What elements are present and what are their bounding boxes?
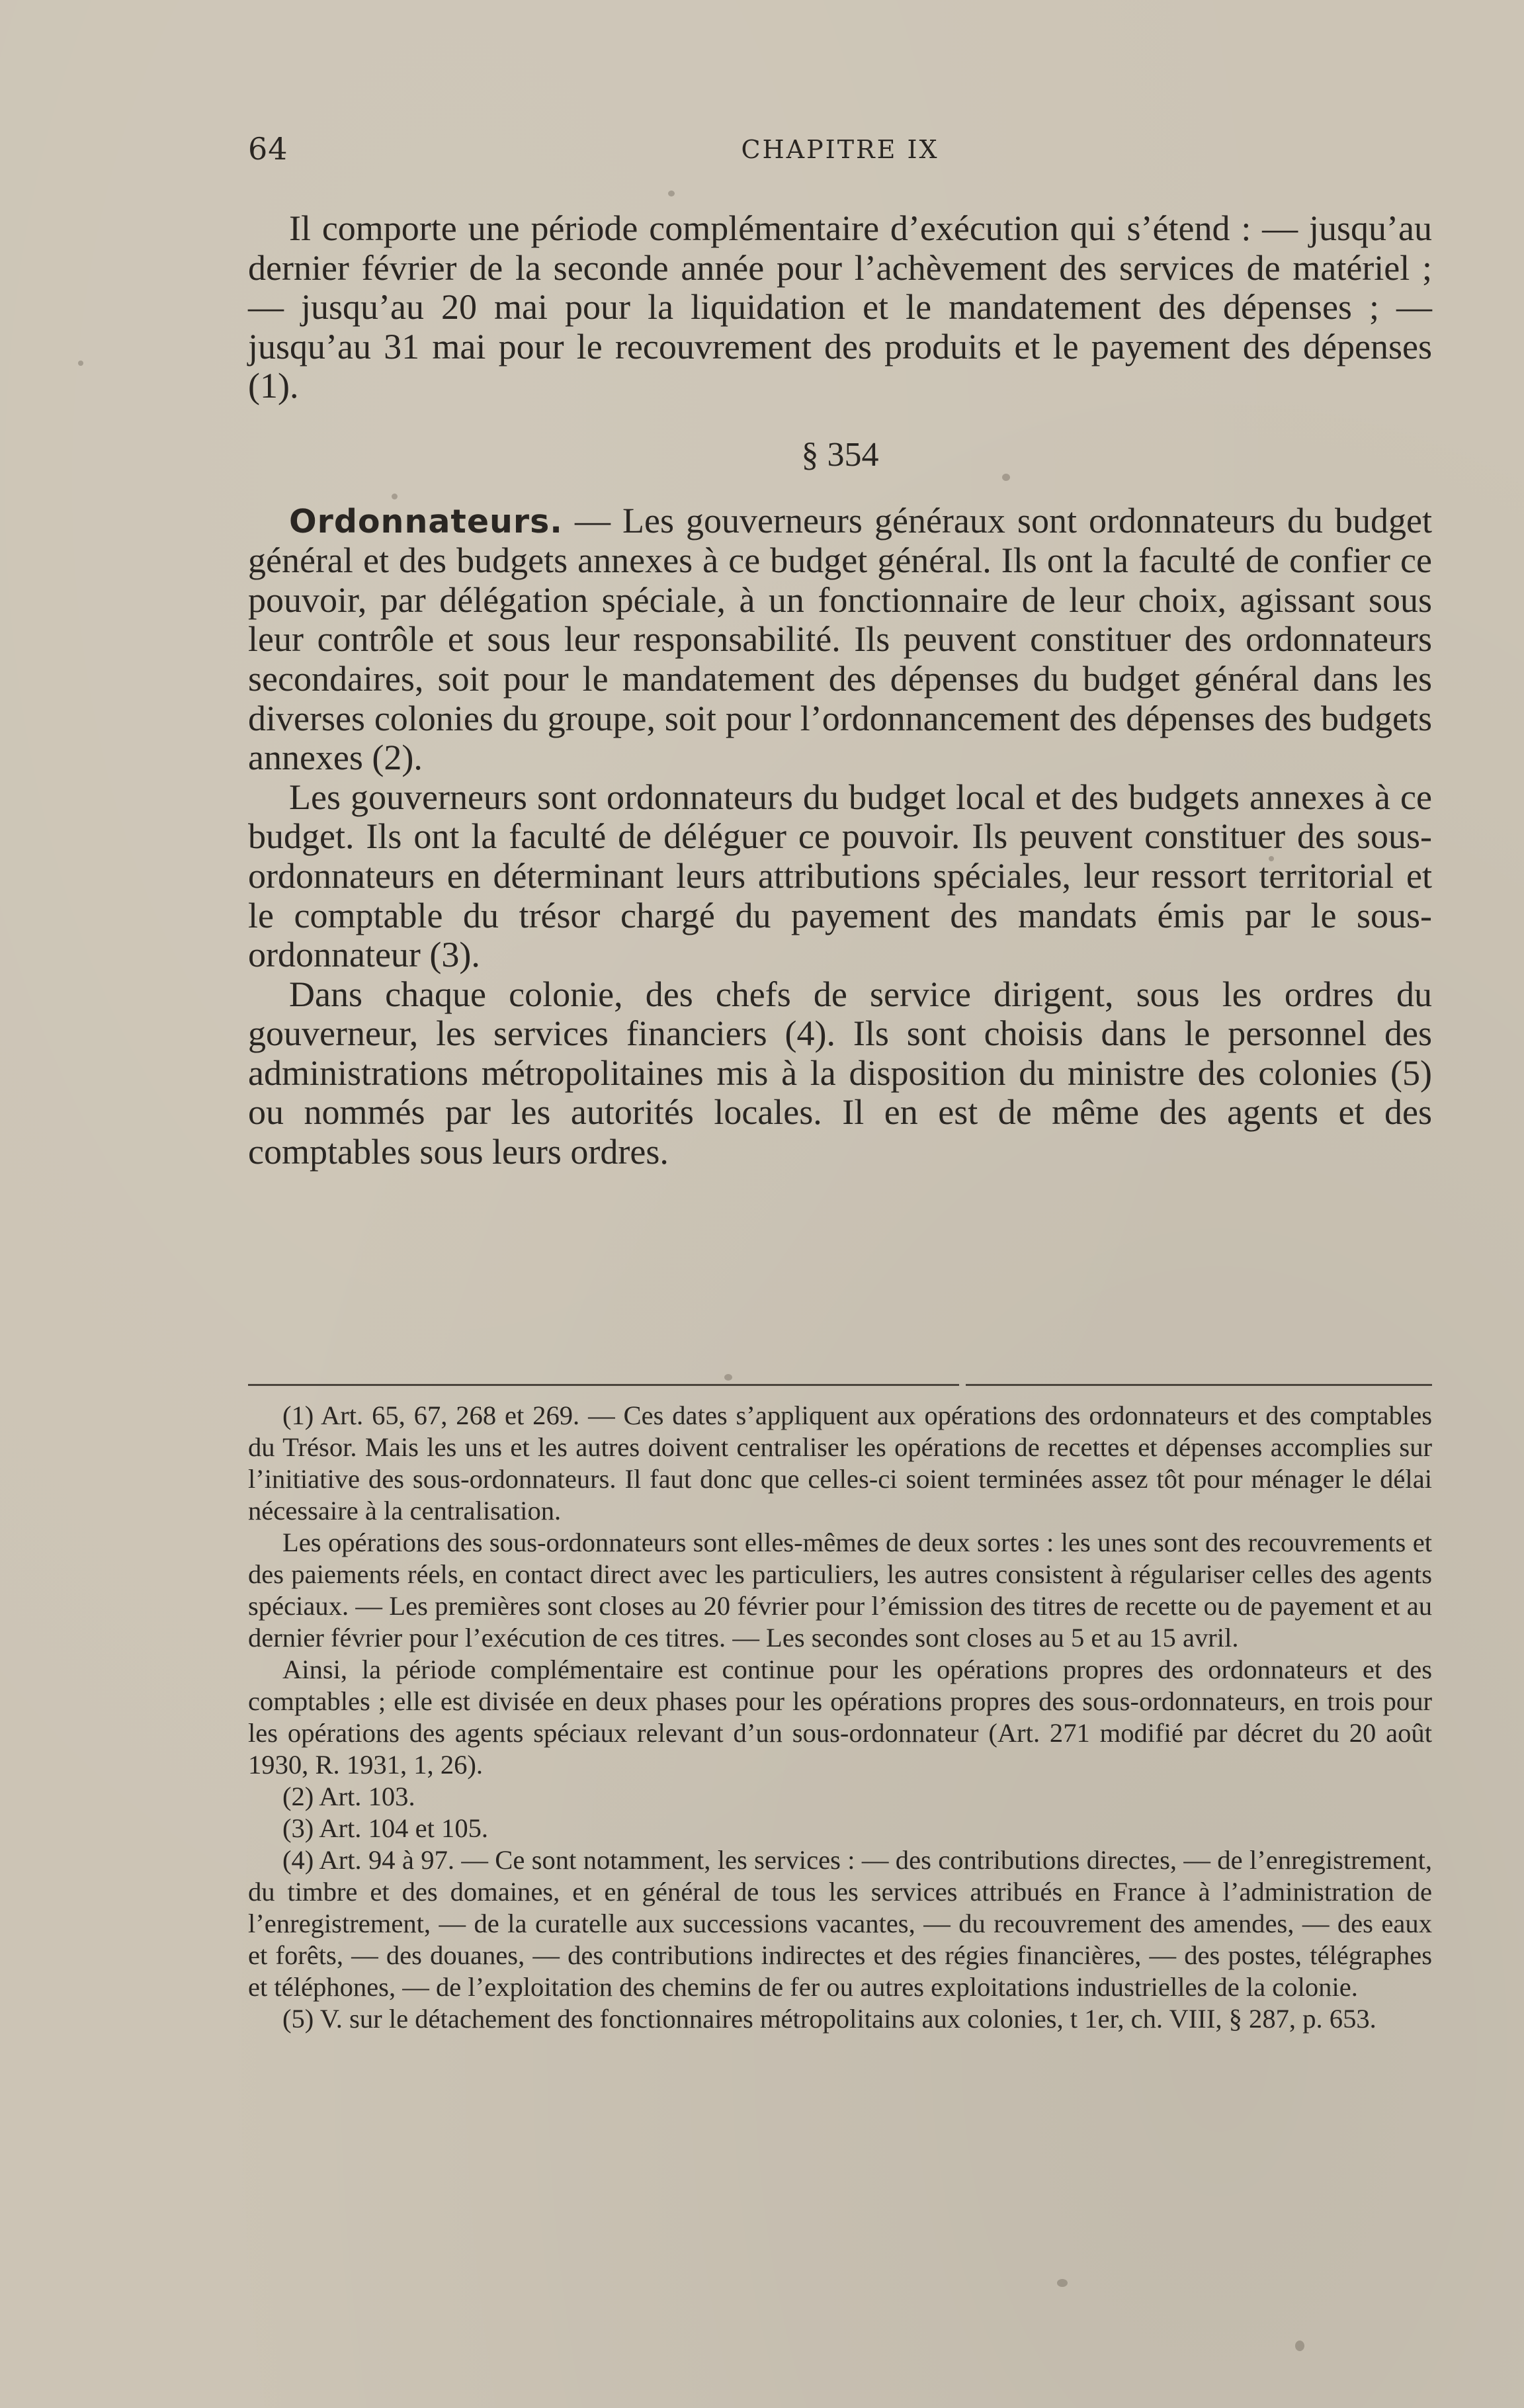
main-text (248, 209, 1432, 1172)
paragraph-4: Dans chaque colonie, des chefs de service dirigent, sous les ordres du gouverneur, les services financiers (4). Ils sont choisis dans le personnel des administrations métropolitaines mis à la disposition du ministre des colonies (5) ou nommés par les autorités locales. Il en est de même des agents et des comptables sous leurs ordres. (248, 974, 1432, 1172)
paper-speck (78, 361, 83, 366)
footnote-divider-right (966, 1384, 1432, 1386)
footnote-1-continued: Les opérations des sous-ordonnateurs sont elles-mêmes de deux sortes : les unes sont des recouvrements et des paiements réels, en contact direct avec les particuliers, les autres consistent à régulariser celles des agents spéciaux. — Les premières sont closes au 20 février pour l’émission des titres de recette ou de payement et au dernier février pour l’exécution de ces titres. — Les secondes sont closes au 5 et au 15 avril. (248, 1527, 1432, 1653)
footnote-divider (248, 1384, 959, 1386)
paper-speck (1295, 2341, 1304, 2351)
footnote-2: (2) Art. 103. (282, 1782, 415, 1811)
paragraph-3: Les gouverneurs sont ordonnateurs du budget local et des budgets annexes à ce budget. Ils ont la faculté de déléguer ce pouvoir. Ils peuvent constituer des sous-ordonnateurs en déterminant leurs attributions spéciales, leur ressort territorial et le comptable du trésor chargé du payement des mandats émis par le sous-ordonnateur (3). (248, 777, 1432, 975)
footnote-3: (3) Art. 104 et 105. (282, 1813, 489, 1843)
section-heading: § 354 (801, 435, 879, 474)
paragraph-1: Il comporte une période complémentaire d’exécution qui s’étend : — jusqu’au dernier février de la seconde année pour l’achèvement des services de matériel ; — jusqu’au 20 mai pour la liquidation et le mandatement des dépenses ; — jusqu’au 31 mai pour le recouvrement des produits et le payement des dépenses (1). (248, 208, 1432, 406)
page-number: 64 (248, 131, 288, 167)
paper-speck (392, 494, 398, 499)
footnote-4: (4) Art. 94 à 97. — Ce sont notamment, les services : — des contributions directes, — de l’enregistrement, du timbre et des domaines, et en général de tous les services attribués en France à l’administration de l’enregistrement, — de la curatelle aux successions vacantes, — du recouvrement des amendes, — des eaux et forêts, — des douanes, — des contributions indirectes et des régies financières, — des postes, télégraphes et téléphones, — de l’exploitation des chemins de fer ou autres exploitations industrielles de la colonie. (248, 1845, 1432, 2002)
paragraph-lead-title: Ordonnateurs. (289, 502, 563, 540)
paper-speck (1002, 474, 1010, 481)
paragraph-2 (248, 501, 1432, 778)
paper-speck (1269, 856, 1274, 861)
paragraph-2-text: — Les gouverneurs généraux sont ordonnateurs du budget général et des budgets annexes à ce budget général. Ils ont la faculté de confier ce pouvoir, par délégation spéciale, à un fonctionnaire de leur choix, agissant sous leur contrôle et sous leur responsabilité. Ils peuvent constituer des ordonnateurs secondaires, soit pour le mandatement des dépenses du budget général dans les diverses colonies du groupe, soit pour l’ordonnancement des dépenses des budgets annexes (2). (248, 500, 1432, 778)
footnote-1-continued-2: Ainsi, la période complémentaire est continue pour les opérations propres des ordonnateurs et des comptables ; elle est divisée en deux phases pour les opérations propres des sous-ordonnateurs, en trois pour les opérations des agents spéciaux relevant d’un sous-ordonnateur (Art. 271 modifié par décret du 20 août 1930, R. 1931, 1, 26). (248, 1655, 1432, 1780)
running-head: CHAPITRE IX (741, 135, 939, 164)
paper-speck (1057, 2279, 1068, 2287)
footnote-1: (1) Art. 65, 67, 268 et 269. — Ces dates s’appliquent aux opérations des ordonnateurs et des comptables du Trésor. Mais les uns et les autres doivent centraliser les opérations de recettes et dépenses accomplies sur l’initiative des sous-ordonnateurs. Il faut donc que celles-ci soient terminées assez tôt pour ménager le délai nécessaire à la centralisation. (248, 1400, 1432, 1526)
page-header (248, 131, 1432, 171)
paper-speck (668, 191, 675, 196)
paper-speck (724, 1374, 732, 1381)
footnotes (248, 1400, 1432, 2035)
footnote-5: (5) V. sur le détachement des fonctionnaires métropolitains aux colonies, t 1er, ch. VIII, § 287, p. 653. (282, 2004, 1376, 2034)
